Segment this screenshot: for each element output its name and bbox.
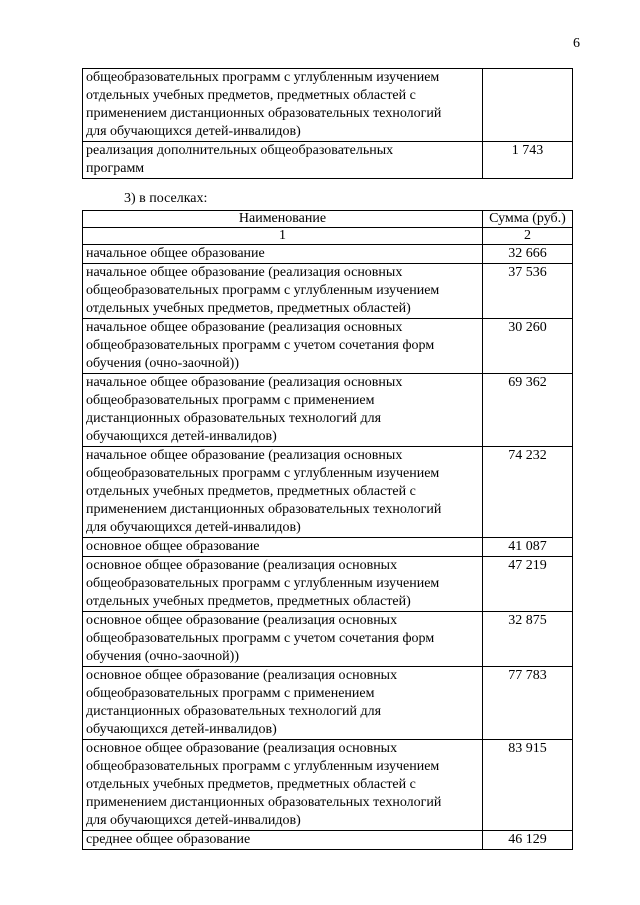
row-value-cell: 77 783 — [483, 667, 573, 740]
row-value-cell: 30 260 — [483, 319, 573, 374]
row-name: основное общее образование (реализация основных общеобразовательных программ с применением дистанционных образовательных технологий для обучающихся детей-инвалидов) — [86, 668, 398, 737]
row-value-cell: 32 875 — [483, 612, 573, 667]
row-name-cell — [83, 831, 483, 850]
row-value-cell — [483, 69, 573, 142]
header-sum: Сумма (руб.) — [483, 211, 573, 228]
table-row — [83, 374, 573, 447]
row-name-cell — [83, 740, 483, 831]
row-name-cell — [83, 264, 483, 319]
row-value-cell: 83 915 — [483, 740, 573, 831]
table-row — [83, 245, 573, 264]
row-name: основное общее образование (реализация основных общеобразовательных программ с углубленным изучением отдельных учебных предметов, предметных областей с применением дистанционных образовательных технологий для обучающихся детей-инвалидов) — [86, 741, 442, 828]
top-table — [82, 68, 573, 179]
row-name: основное общее образование (реализация основных общеобразовательных программ с учетом сочетания форм обучения (очно-заочной)) — [86, 613, 435, 664]
table-header-row — [83, 211, 573, 228]
row-name: основное общее образование — [86, 539, 260, 554]
table-row — [83, 831, 573, 850]
row-value-cell: 32 666 — [483, 245, 573, 264]
row-name-cell — [83, 612, 483, 667]
main-table — [82, 210, 573, 850]
row-name: начальное общее образование (реализация основных общеобразовательных программ с углубленным изучением отдельных учебных предметов, предметных областей с применением дистанционных образовательных технологий для обучающихся детей-инвалидов) — [86, 448, 442, 535]
page-number: 6 — [573, 36, 580, 51]
table-row — [83, 69, 573, 142]
row-name: начальное общее образование — [86, 246, 265, 261]
row-value-cell: 74 232 — [483, 447, 573, 538]
row-name-cell — [83, 245, 483, 264]
row-value-cell: 41 087 — [483, 538, 573, 557]
row-name-cell — [83, 142, 483, 179]
row-name-cell — [83, 667, 483, 740]
table-row — [83, 319, 573, 374]
table-row — [83, 612, 573, 667]
row-name: общеобразовательных программ с углубленным изучением отдельных учебных предметов, предметных областей с применением дистанционных образовательных технологий для обучающихся детей-инвалидов) — [86, 70, 442, 139]
table-row — [83, 264, 573, 319]
header-name: Наименование — [83, 211, 483, 228]
row-name-cell — [83, 69, 483, 142]
table-row — [83, 667, 573, 740]
row-name-cell — [83, 319, 483, 374]
section-label: 3) в поселках: — [124, 191, 208, 206]
table-row — [83, 447, 573, 538]
row-name: основное общее образование (реализация основных общеобразовательных программ с углубленным изучением отдельных учебных предметов, предметных областей) — [86, 558, 440, 609]
row-name-cell — [83, 538, 483, 557]
column-number-row — [83, 228, 573, 245]
row-name: начальное общее образование (реализация основных общеобразовательных программ с применением дистанционных образовательных технологий для обучающихся детей-инвалидов) — [86, 375, 403, 444]
row-value-cell: 37 536 — [483, 264, 573, 319]
row-name-cell — [83, 374, 483, 447]
row-name: начальное общее образование (реализация основных общеобразовательных программ с углубленным изучением отдельных учебных предметов, предметных областей) — [86, 265, 440, 316]
table-row — [83, 557, 573, 612]
row-name: среднее общее образование — [86, 832, 251, 847]
column-number-2: 2 — [483, 228, 573, 245]
row-value-cell: 1 743 — [483, 142, 573, 179]
row-name: реализация дополнительных общеобразовательных программ — [86, 143, 394, 176]
table-row — [83, 538, 573, 557]
table-row — [83, 142, 573, 179]
table-row — [83, 740, 573, 831]
row-value-cell: 47 219 — [483, 557, 573, 612]
row-value-cell: 69 362 — [483, 374, 573, 447]
column-number-1: 1 — [83, 228, 483, 245]
row-value-cell: 46 129 — [483, 831, 573, 850]
row-name-cell — [83, 447, 483, 538]
row-name-cell — [83, 557, 483, 612]
row-name: начальное общее образование (реализация основных общеобразовательных программ с учетом сочетания форм обучения (очно-заочной)) — [86, 320, 435, 371]
